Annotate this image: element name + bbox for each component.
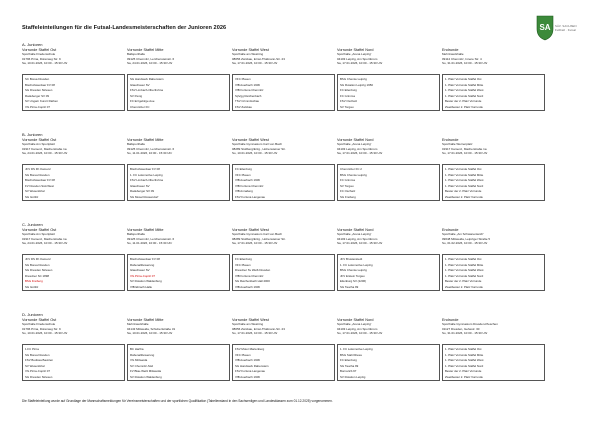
team-entry: 1. Platz Vorrunde Staffel West — [445, 88, 484, 92]
venue-name: Sporthalle am Westring — [232, 53, 264, 56]
staffel-column — [22, 138, 127, 199]
venue-name: Sporthalle Am Sportplatz — [22, 233, 56, 236]
team-entry: BSG Chemie Leipzig — [340, 172, 367, 177]
team-entry: Bischofswerdaer FV 08 — [25, 82, 55, 87]
team-entry: VfB Fortuna Chemnitz — [235, 88, 264, 92]
team-entry: FSV Fortuna Langenau — [235, 369, 266, 373]
staffel-header: Endrunde — [442, 48, 459, 52]
team-entry: Bester der 2. Platz Vorrunde — [445, 279, 482, 283]
team-entry: VFC Plauen — [235, 172, 251, 177]
team-list-box — [127, 164, 230, 201]
venue-address: 04103 Leipzig, Am Sportforum — [337, 237, 378, 241]
team-entry: SG Mosel Rossendorf — [130, 194, 159, 199]
team-entry: 1. Platz Vorrunde Staffel Ost — [445, 257, 482, 261]
team-entry: VfB Auerbach 1906 — [235, 358, 260, 362]
team-list-box — [232, 164, 335, 201]
team-entry: SV Rotation Leipzig — [340, 374, 366, 379]
venue-address: 01917 Kamenz, Macherstraße 1a — [442, 147, 487, 151]
team-entry: BSG Chemie Leipzig — [340, 268, 367, 272]
staffel-header: Vorrunde Staffel West — [232, 228, 269, 232]
team-entry: 1. Platz Vorrunde Staffel Mitte — [445, 262, 484, 267]
venue-address: 01127 Dresden, Gehestr. 30 — [442, 327, 480, 331]
staffel-column — [337, 318, 442, 379]
staffel-column — [127, 318, 232, 379]
team-entry: SG Taucha 99 — [340, 284, 359, 289]
team-entry: 1. FC Lokomotive Leipzig — [340, 347, 373, 351]
team-entry: Chemnitzer FC 2 — [340, 167, 362, 171]
team-list-box — [442, 254, 545, 291]
team-entry: FC Eilenburg — [340, 358, 357, 362]
venue-date: So, 17.01.2026, 10:00 - 15:30 Uhr — [232, 332, 278, 336]
team-entry: FSV Zwickau — [235, 104, 253, 109]
group-title: B- Junioren — [22, 132, 43, 137]
venue-name: Mehrzweckhalle — [127, 323, 149, 326]
venue-name: Sporthalle am Westring — [232, 323, 264, 326]
team-list-box — [442, 74, 545, 111]
venue-address: 09648 Mittweida, Leipziger Straße 5 — [442, 237, 491, 241]
team-list-box — [22, 254, 125, 291]
venue-address: 08056 Zwickau, Ernst-Thälmann-Str. 23 — [232, 327, 285, 331]
team-list-box — [442, 164, 545, 201]
venue-address: 01917 Kamenz, Macherstraße 1a — [22, 237, 67, 241]
team-entry: JFV Erstein Torgau — [340, 273, 365, 278]
staffel-header: Vorrunde Staffel Nord — [337, 138, 374, 142]
team-entry: FSV Budissa Bautzen — [25, 358, 54, 362]
team-entry: SG Borea Dresden — [25, 172, 50, 177]
venue-address: 01796 Pirna, Dürerweg Str. 9 — [22, 57, 61, 61]
team-entry: 1. Platz Vorrunde Staffel West — [445, 178, 484, 182]
team-entry: SV Ungarn Kurort Rathen — [25, 99, 58, 103]
venue-address: 09125 Chemnitz, Lerchensteinstr. 6 — [127, 147, 175, 151]
logo-line-2: Fußball · Futsal — [555, 28, 577, 32]
team-entry: SG Freiberg — [340, 194, 356, 199]
team-entry: 1. Platz Vorrunde Staffel Ost — [445, 77, 482, 81]
team-list-box — [127, 254, 230, 291]
staffel-header: Vorrunde Staffel Ost — [22, 318, 57, 322]
venue-name: Sporthalle Gymnasium Carl von Bach — [232, 233, 283, 236]
team-entry: SV Wesenitztal — [25, 363, 45, 368]
team-entry: SV Wesenitztal — [25, 189, 45, 193]
team-entry: SV Torgau — [340, 104, 354, 109]
venue-name: Sporthalle „Arena Leipzig“ — [337, 323, 372, 326]
venue-date: So, 11.01.2026, 10:00 - 15:30 Uhr — [127, 242, 173, 246]
team-entry: FSV Motor Marienberg — [235, 347, 265, 351]
team-entry: Bester der 2. Platz Vorrunde — [445, 99, 482, 103]
venue-address: 04103 Leipzig, Am Sportforum — [337, 327, 378, 331]
team-entry: FSV Oschatz — [340, 99, 358, 103]
team-entry: Radeberger SV 09 — [25, 93, 49, 98]
team-list-box — [337, 344, 440, 381]
staffel-column — [127, 48, 232, 109]
staffel-header: Vorrunde Staffel West — [232, 318, 269, 322]
team-entry: SV Torgau — [340, 183, 354, 188]
venue-date: So, 11.01.2026, 10:00 - 15:30 Uhr — [127, 152, 173, 156]
venue-date: Sa, 24.01.2026, 10:00 - 15:30 Uhr — [127, 62, 173, 66]
venue-name: Sporthalle „Am Schwanenteich“ — [442, 233, 485, 236]
team-entry: 1. FC Lokomotive Leipzig — [340, 262, 373, 267]
team-list-box — [232, 254, 335, 291]
team-entry: SG Taucha 99 — [340, 363, 359, 368]
venue-date: Sa, 17.01.2026, 10:00 - 15:30 Uhr — [337, 62, 383, 66]
staffel-header: Vorrunde Staffel Mitte — [127, 228, 164, 232]
staffel-header: Vorrunde Staffel Ost — [22, 228, 57, 232]
team-list-box — [442, 344, 545, 381]
team-entry: VfB Fortuna Chemnitz — [235, 183, 264, 188]
team-entry: Glauchauer SV — [130, 82, 150, 87]
team-entry: JFV Brustenstedt — [340, 257, 363, 261]
venue-address: 04143 Mittweida, Schubertstraße 31 — [127, 327, 176, 331]
venue-address: 09125 Chemnitz, Lerchensteinstr. 6 — [127, 57, 175, 61]
staffel-column — [232, 48, 337, 109]
venue-address: 01917 Kamenz, Macherstraße 1a — [22, 147, 67, 151]
staffel-header: Vorrunde Staffel Mitte — [127, 318, 164, 322]
staffel-column — [232, 318, 337, 379]
team-list-box — [232, 344, 335, 381]
venue-address: 08289 Stollberg/Erzg., Hohensteiner Str. — [232, 147, 286, 151]
team-entry: JFV DS FK Kamenz — [25, 257, 51, 261]
team-entry: 1. Platz Vorrunde Staffel Mitte — [445, 352, 484, 357]
venue-date: Sa, 17.01.2026, 10:00 - 15:30 Uhr — [337, 242, 383, 246]
staffel-header: Endrunde — [442, 318, 459, 322]
staffel-column — [337, 138, 442, 199]
staffel-column — [232, 228, 337, 289]
team-entry: Borna ES 97 — [340, 369, 357, 373]
team-entry: Bester der 2. Platz Vorrunde — [445, 189, 482, 193]
team-entry: FC Eilenburg — [235, 167, 252, 171]
team-entry: FSV Fortuna Langenau — [235, 194, 266, 199]
staffel-column — [442, 228, 547, 289]
group-title: C- Junioren — [22, 222, 43, 227]
team-entry: 1. Platz Vorrunde Staffel Nord — [445, 273, 484, 278]
venue-date: Sa, 10.01.2026, 10:00 - 15:30 Uhr — [22, 62, 68, 66]
staffel-header: Vorrunde Staffel Nord — [337, 318, 374, 322]
staffel-column — [337, 48, 442, 109]
staffel-header: Vorrunde Staffel Nord — [337, 228, 374, 232]
team-entry: Dresdner Sv Weiß Dresden — [235, 268, 271, 272]
team-entry: SC Borea Dresden — [25, 77, 50, 81]
team-entry: Radeberger SV 09 — [130, 189, 154, 193]
team-entry: SV Chemnitz-Süd — [130, 363, 153, 368]
team-entry: Bischofswerdaer FV 08 — [25, 178, 55, 182]
team-entry: Bester der 2. Platz Vorrunde — [445, 369, 482, 373]
venue-date: So, 31.01.2026, 10:00 - 15:30 Uhr — [442, 332, 488, 336]
venue-name: Sporthalle Gymnasium Dresden-Pieschen — [442, 323, 498, 326]
venue-name: Sporthalle Gymnasium Carl von Bach — [232, 143, 283, 146]
staffel-header: Vorrunde Staffel Mitte — [127, 138, 164, 142]
venue-name: Sporthalle „Arena Leipzig“ — [337, 53, 372, 56]
team-entry: 1. Platz Vorrunde Staffel Nord — [445, 93, 484, 98]
group-title: D- Junioren — [22, 312, 43, 317]
team-entry: VfL Pirna-Copitz 07 — [25, 369, 50, 373]
venue-name: Ballsporthalle — [127, 143, 146, 146]
team-entry: VFC Plauen — [235, 352, 251, 357]
team-entry: 1. Platz Vorrunde Staffel West — [445, 268, 484, 272]
team-entry: Glauchauer SV — [130, 183, 150, 188]
logo — [535, 15, 587, 43]
team-entry: Rabenaltbewerung — [130, 352, 155, 357]
team-entry: BC Hartha — [130, 347, 144, 351]
team-entry: TSV Crimmitschau — [235, 99, 260, 103]
team-entry: VfB Annaberg — [235, 189, 253, 193]
team-entry: FC Erzgebirge Aue — [130, 99, 155, 103]
venue-address: 04103 Leipzig, Am Sportforum — [337, 147, 378, 151]
team-entry: Bischofswerdaer FV 08 — [130, 167, 160, 171]
team-entry: FSV Limbach-Oberfrohna — [130, 88, 163, 92]
team-entry: Bischofswerdaer FV 08 — [130, 257, 160, 261]
team-entry: 1. Platz Vorrunde Staffel Ost — [445, 167, 482, 171]
team-entry: 1. Platz Vorrunde Staffel Mitte — [445, 172, 484, 177]
venue-address: 09112 Chemnitz, Innere Str. 4 — [442, 57, 482, 61]
venue-date: Sa, 10.01.2026, 10:00 - 15:30 Uhr — [127, 332, 173, 336]
team-entry: VfB Ebrach Halle — [130, 284, 153, 289]
staffel-column — [127, 138, 232, 199]
team-entry: VFC Plauen — [235, 262, 251, 267]
team-list-box — [127, 344, 230, 381]
venue-name: Sporthalle Friedenschule — [22, 53, 56, 56]
venue-address: 08056 Zwickau, Ernst-Thälmann-Str. 23 — [232, 57, 285, 61]
team-entry: Zweitbester 2. Platz Vorrunde — [445, 284, 483, 289]
venue-date: So, 10.01.2026, 10:00 - 15:30 Uhr — [232, 152, 278, 156]
staffel-column — [442, 48, 547, 109]
team-entry: VfL Pirna-Copitz 07 — [130, 273, 155, 278]
venue-name: Sporthalle Friedenschule — [22, 323, 56, 326]
team-entry: 1. Platz Vorrunde Staffel Mitte — [445, 82, 484, 87]
venue-address: 01796 Pirna, Dürerweg Str. 9 — [22, 327, 61, 331]
team-entry: FV Dresden Süd-West — [25, 183, 54, 188]
team-list-box — [22, 344, 125, 381]
team-entry: VfL Pirna-Copitz 07 — [25, 104, 50, 109]
staffel-header: Vorrunde Staffel West — [232, 48, 269, 52]
team-entry: FSV Limbach-Oberfrohna — [130, 178, 163, 182]
team-entry: VfL Mittweida — [130, 358, 148, 362]
staffel-header: Vorrunde Staffel Nord — [337, 48, 374, 52]
team-entry: SG Dresden Striesen — [25, 88, 53, 92]
team-entry: SG Görlitz — [25, 194, 39, 199]
venue-name: Mehrzweckhalle — [442, 53, 464, 56]
team-list-box — [337, 164, 440, 201]
team-entry: 1.FC Pirna — [25, 347, 39, 351]
staffel-header: Endrunde — [442, 228, 459, 232]
staffel-column — [127, 228, 232, 289]
team-entry: 1. Platz Vorrunde Staffel West — [445, 358, 484, 362]
logo-letters: SA — [539, 23, 551, 32]
venue-date: So, 10.01.2026, 10:00 - 15:30 Uhr — [22, 332, 68, 336]
staffel-column — [22, 318, 127, 379]
team-list-box — [127, 74, 230, 111]
team-entry: Rabenaltbewerung — [130, 262, 155, 267]
team-entry: 1. Platz Vorrunde Staffel Ost — [445, 347, 482, 351]
team-list-box — [337, 74, 440, 111]
team-entry: SG Dresden Striesen — [25, 374, 53, 379]
team-entry: 1. FC Lokomotive Leipzig — [130, 172, 163, 177]
team-entry: VfB Auerbach 1906 — [235, 82, 260, 87]
staffel-header: Vorrunde Staffel Ost — [22, 138, 57, 142]
team-entry: Zweitbester 2. Platz Vorrunde — [445, 194, 483, 199]
team-entry: VFC Plauen — [235, 77, 251, 81]
team-entry: SG Görlitz — [25, 284, 39, 289]
team-entry: FC Grimma — [340, 93, 355, 98]
team-entry: SG Rotation Leipzig 1950 — [340, 82, 373, 87]
staffel-column — [22, 228, 127, 289]
venue-date: So, 31.01.2026, 10:00 - 15:30 Uhr — [442, 62, 488, 66]
team-entry: VfB Fortuna Chemnitz — [235, 273, 264, 278]
team-entry: SG Reichenbach Hall 2000 — [235, 279, 270, 283]
venue-date: Sa, 24.01.2026, 10:00 - 15:30 Uhr — [22, 152, 68, 156]
team-entry: BSG Freiberg — [25, 279, 43, 283]
staffel-header: Vorrunde Staffel Ost — [22, 48, 57, 52]
team-entry: 1. Platz Vorrunde Staffel Nord — [445, 363, 484, 368]
team-entry: SG Borea Dresden — [25, 352, 50, 357]
team-entry: FV Blau-Weiß Mittweida — [130, 369, 161, 373]
team-list-box — [22, 74, 125, 111]
team-entry: Zweitbester 2. Platz Vorrunde — [445, 374, 483, 379]
team-list-box — [232, 74, 335, 111]
staffel-column — [442, 318, 547, 379]
team-entry: SV Rotation Waldenburg — [130, 374, 162, 379]
team-entry: JFV DS FK Kamenz — [25, 167, 51, 171]
venue-date: So, 17.01.2026, 10:00 - 15:30 Uhr — [442, 152, 488, 156]
team-entry: VfB Auerbach 1906 — [235, 178, 260, 182]
venue-name: Sporthalle „Arena Leipzig“ — [337, 233, 372, 236]
venue-date: Sa, 17.01.2026, 10:00 - 15:30 Uhr — [232, 62, 278, 66]
venue-address: 08289 Stollberg/Erzg., Hohensteiner Str. — [232, 237, 286, 241]
team-entry: FC Oschatz — [340, 189, 356, 193]
venue-address: 09125 Chemnitz, Lerchensteinstr. 6 — [127, 237, 175, 241]
team-entry: Eilenburg SV (2206) — [340, 279, 367, 283]
team-entry: SG Handwerk Rabenstein — [130, 77, 164, 81]
team-entry: Glauchauer SV — [130, 268, 150, 272]
staffel-column — [442, 138, 547, 199]
team-entry: Chemnitzer FC — [130, 104, 150, 109]
venue-name: Ballsporthalle — [127, 53, 146, 56]
venue-address: 04103 Leipzig, Am Sportforum — [337, 57, 378, 61]
team-entry: Zweitbester 2. Platz Vorrunde — [445, 104, 483, 109]
venue-date: Sa, 17.01.2026, 10:00 - 15:30 Uhr — [337, 152, 383, 156]
venue-date: Sa, 17.01.2026, 10:00 - 15:30 Uhr — [232, 242, 278, 246]
team-entry: VfB Auerbach 1906 — [235, 284, 260, 289]
team-entry: SpVgg Reichenbach — [235, 93, 262, 98]
venue-name: Sporthalle „Arena Leipzig“ — [337, 143, 372, 146]
team-entry: Dresdner SC 1898 — [25, 273, 49, 278]
team-entry: SV Rotation Waldenburg — [130, 279, 162, 283]
team-list-box — [22, 164, 125, 201]
venue-date: So, 01.02.2026, 10:00 - 15:30 Uhr — [442, 242, 488, 246]
shield-logo-icon — [535, 15, 555, 41]
staffel-column — [22, 48, 127, 109]
team-list-box — [337, 254, 440, 291]
staffel-header: Endrunde — [442, 138, 459, 142]
staffel-column — [337, 228, 442, 289]
team-entry: SV Penig — [130, 93, 143, 98]
team-entry: BSG Stahl Riesa — [340, 352, 362, 357]
team-entry: BSG Chemie Leipzig — [340, 77, 367, 81]
venue-name: Ballsporthalle — [127, 233, 146, 236]
team-entry: 1. Platz Vorrunde Staffel Nord — [445, 183, 484, 188]
team-entry: FC Grimma — [340, 178, 355, 182]
team-entry: FC Eilenburg — [235, 257, 252, 261]
staffel-header: Vorrunde Staffel West — [232, 138, 269, 142]
team-entry: SG Handwerk Rabenstein — [235, 363, 269, 368]
team-entry: SG Dresden Striesen — [25, 268, 53, 272]
team-entry: VfB Auerbach 1906 — [235, 374, 260, 379]
staffel-column — [232, 138, 337, 199]
team-entry: SG Borea Dresden — [25, 262, 50, 267]
group-title: A- Junioren — [22, 42, 43, 47]
staffel-header: Vorrunde Staffel Mitte — [127, 48, 164, 52]
logo-line-1: SÄV. SACHSEN — [555, 24, 577, 28]
venue-name: Sporthalle Wernerplatz — [442, 143, 473, 146]
footnote: Die Staffeleinteilung wurde auf Grundlage der Mannschaftsmeldungen für Vereinsmeisterschaften und der sportlichen Qualifikation (Tabellenstand in den Sachsenligen und Landesklassen zum 01.12.2025) vorgenommen. — [22, 399, 333, 403]
page-title: Staffeleinteilungen für die Futsal-Landesmeisterschaften der Junioren 2026 — [22, 25, 227, 31]
venue-date: So, 17.01.2026, 10:00 - 15:30 Uhr — [337, 332, 383, 336]
venue-date: Sa, 24.01.2026, 10:00 - 15:30 Uhr — [22, 242, 68, 246]
venue-name: Sporthalle Am Sportplatz — [22, 143, 56, 146]
team-entry: FC Eilenburg — [340, 88, 357, 92]
